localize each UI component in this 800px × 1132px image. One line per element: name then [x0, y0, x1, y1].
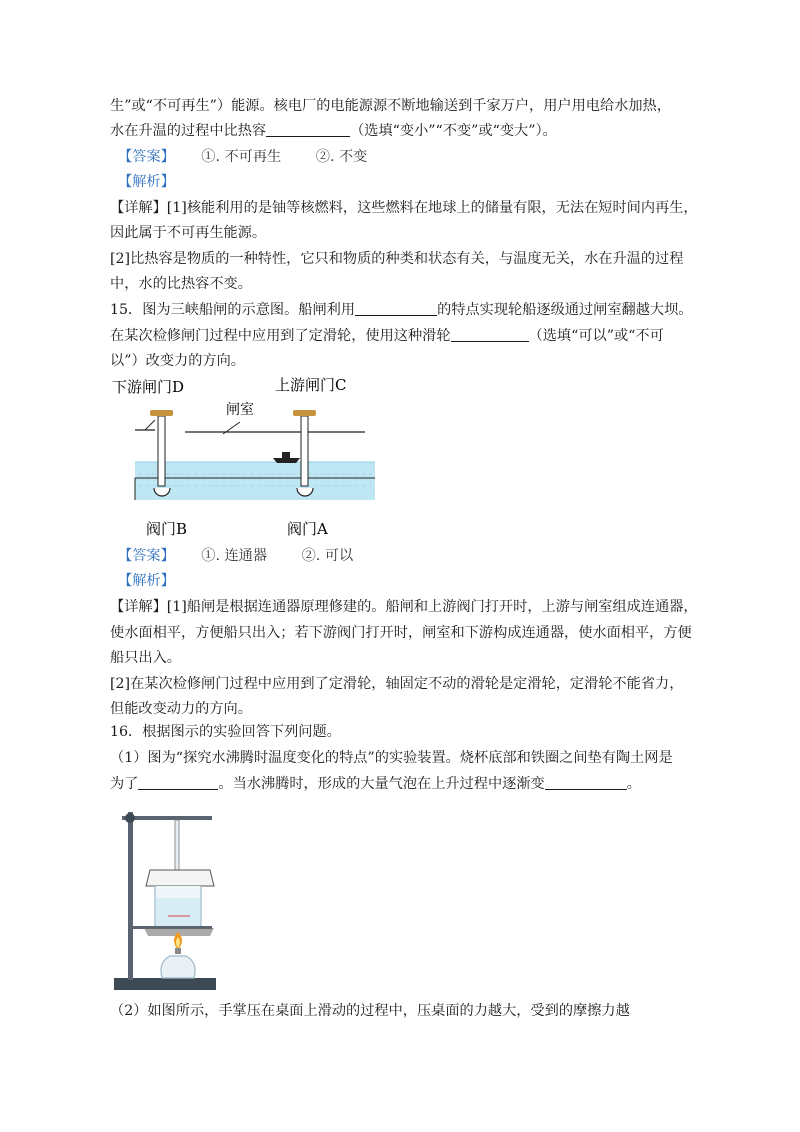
stand-rod: [128, 812, 133, 980]
q14-analysis-tag: 【解析】: [118, 174, 175, 190]
q15-analysis-tag: 【解析】: [118, 573, 175, 589]
answer-blank: [545, 775, 627, 790]
q15-detail-3: 船只出入。: [110, 650, 181, 666]
q16-line-3: [110, 774, 700, 794]
alcohol-lamp: [161, 956, 195, 978]
q16-line-1: 16．根据图示的实验回答下列问题。: [110, 724, 341, 740]
q15-detail-5: 但能改变动力的方向。: [110, 701, 252, 717]
ship-lock-figure: [110, 372, 380, 547]
q14-line-1: 生”或“不可再生”）能源。核电厂的电能源源不断地输送到千家万户，用户用电给水加热，: [110, 98, 671, 114]
q15-detail-4: [2]在某次检修闸门过程中应用到了定滑轮，轴固定不动的滑轮是定滑轮，定滑轮不能省力，: [110, 676, 684, 692]
answer-1: ①. 不可再生: [201, 149, 282, 165]
q15-line-2: [110, 326, 700, 346]
q15-line-1: [110, 300, 700, 320]
answer-blank: [355, 301, 437, 316]
gate-d: [158, 416, 165, 486]
answer-blank: [266, 122, 350, 137]
water: [135, 462, 375, 500]
lamp-wick-holder: [175, 948, 181, 954]
q16-line-3-tail: 。: [626, 776, 641, 792]
beaker-water: [156, 898, 200, 927]
q16-line-4: （2）如图所示，手掌压在桌面上滑动的过程中，压桌面的力越大，受到的摩擦力越: [110, 1003, 630, 1019]
left-wall-slope: [145, 420, 155, 430]
q15-detail-2: 使水面相平，方便船只出入；若下游阀门打开时，闸室和下游构成连通器，使水面相平，方便: [110, 625, 692, 641]
gate-d-pulley: [150, 410, 173, 416]
q14-line-2-text: 水在升温的过程中比热容: [110, 123, 267, 139]
q15-detail-1: 【详解】[1]船闸是根据连通器原理修建的。船闸和上游阀门打开时，上游与闸室组成连通器，: [110, 599, 698, 615]
q15-answer: [118, 546, 708, 566]
answer-tag: 【答案】: [118, 149, 175, 165]
q14-detail-2: 因此属于不可再生能源。: [110, 225, 267, 241]
boat: [273, 458, 300, 463]
q15-line-3: 以”）改变力的方向。: [110, 353, 245, 369]
answer-2: ②. 不变: [315, 149, 368, 165]
answer-1: ①. 连通器: [201, 548, 268, 564]
boat-cabin: [282, 452, 290, 458]
label-upstream-gate-c: 上游闸门C: [275, 376, 347, 394]
boiling-water-apparatus-figure: [110, 798, 222, 994]
q15-line-2-text: 在某次检修闸门过程中应用到了定滑轮，使用这种滑轮: [110, 328, 451, 344]
label-valve-a: 阀门A: [287, 520, 328, 538]
gate-c: [301, 416, 308, 486]
clamp-knob: [125, 813, 135, 823]
cardboard-lid: [146, 870, 214, 886]
q14-detail-4: 中，水的比热容不变。: [110, 276, 252, 292]
q16-line-3-text: 为了: [110, 776, 139, 792]
answer-2: ②. 可以: [301, 548, 354, 564]
answer-tag: 【答案】: [118, 548, 175, 564]
clamp-arm: [122, 816, 212, 820]
label-downstream-gate-d: 下游闸门D: [112, 378, 185, 396]
answer-blank: [451, 327, 529, 342]
answer-blank: [138, 775, 218, 790]
q16-line-2: （1）图为“探究水沸腾时温度变化的特点”的实验装置。烧杯底部和铁圈之间垫有陶土网是: [110, 750, 673, 766]
q14-line-2-tail: （选填“变小”“不变”或“变大”）。: [350, 123, 557, 139]
q14-line-2: [110, 121, 700, 141]
q14-detail-3: [2]比热容是物质的一种特性，它只和物质的种类和状态有关，与温度无关，水在升温的过程: [110, 251, 684, 267]
q15-line-1-text: 15．图为三峡船闸的示意图。船闸利用: [110, 302, 356, 318]
label-lock-chamber: 闸室: [226, 402, 254, 418]
q15-line-1-tail: 的特点实现轮船逐级通过闸室翻越大坝。: [437, 302, 693, 318]
q15-line-2-tail: （选填“可以”或“不可: [528, 328, 664, 344]
q16-line-3-mid: 。当水沸腾时，形成的大量气泡在上升过程中逐渐变: [218, 776, 545, 792]
gate-c-pulley: [293, 410, 316, 416]
q14-answer: [118, 147, 708, 167]
label-valve-b: 阀门B: [146, 520, 188, 538]
q14-detail-1: 【详解】[1]核能利用的是铀等核燃料，这些燃料在地球上的储量有限，无法在短时间内再生，: [110, 200, 698, 216]
